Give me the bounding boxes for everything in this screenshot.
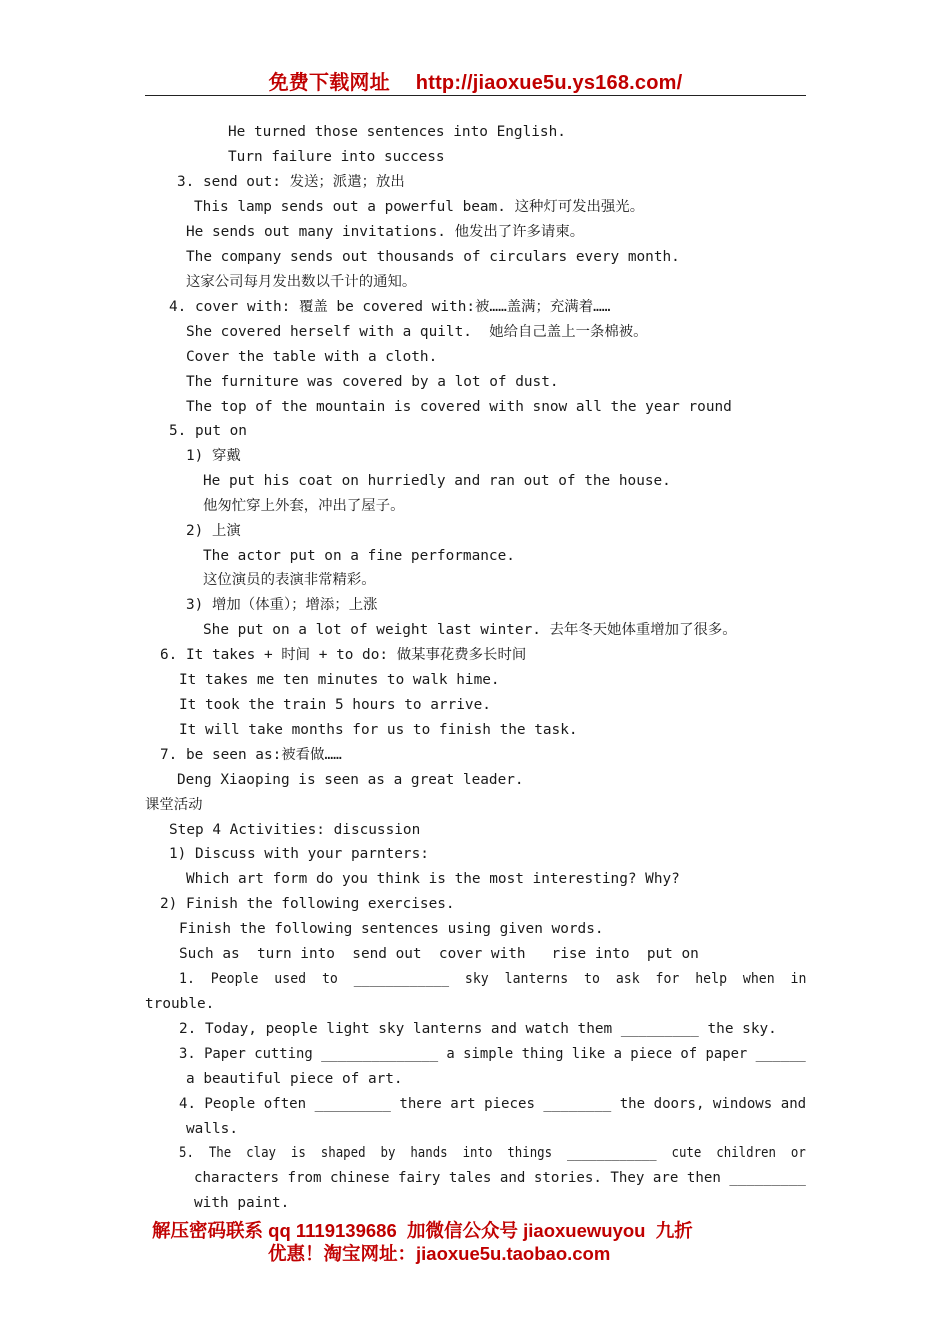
exercise-line: 3. Paper cutting ______________ a simple thing like a piece of paper ______ xyxy=(179,1046,806,1062)
text-line: He sends out many invitations. 他发出了许多请柬。 xyxy=(186,224,585,240)
text-line: Turn failure into success xyxy=(228,149,445,165)
text-line: 6. It takes + 时间 + to do: 做某事花费多长时间 xyxy=(160,647,527,663)
text-line: 2) Finish the following exercises. xyxy=(160,896,455,912)
header-rule xyxy=(145,95,806,96)
text-line: 2) 上演 xyxy=(186,523,241,539)
text-line: He put his coat on hurriedly and ran out of the house. xyxy=(203,473,671,489)
text-line: 3) 增加（体重）；增添；上涨 xyxy=(186,597,378,613)
text-line: Step 4 Activities: discussion xyxy=(169,822,421,838)
text-line: She covered herself with a quilt. 她给自己盖上一条棉被。 xyxy=(186,324,648,340)
exercise-line: 2. Today, people light sky lanterns and watch them _________ the sky. xyxy=(179,1021,777,1037)
text-line: Which art form do you think is the most interesting? Why? xyxy=(186,871,680,887)
text-line: 1) 穿戴 xyxy=(186,448,241,464)
exercise-line: 4. People often _________ there art pieces ________ the doors, windows and xyxy=(179,1096,807,1112)
section-heading: 课堂活动 xyxy=(145,797,203,813)
word-bank: Such as turn into send out cover with rise into put on xyxy=(179,946,699,962)
text-line: 4. cover with: 覆盖 be covered with:被……盖满；充满着…… xyxy=(169,299,611,315)
footer-line-2: 优惠！淘宝网址：jiaoxue5u.taobao.com xyxy=(268,1243,611,1264)
text-line: Deng Xiaoping is seen as a great leader. xyxy=(177,772,524,788)
text-line: She put on a lot of weight last winter. 去年冬天她体重增加了很多。 xyxy=(203,622,737,638)
header-title: 免费下载网址 xyxy=(268,72,390,94)
text-line: Finish the following sentences using given words. xyxy=(179,921,604,937)
page-header xyxy=(145,66,806,94)
exercise-line: 1. People used to ____________ sky lanterns to ask for help when in xyxy=(179,971,807,987)
exercise-line: 5. The clay is shaped by hands into things ____________ cute children or xyxy=(179,1145,806,1161)
text-line: 这家公司每月发出数以千计的通知。 xyxy=(186,274,417,290)
text-line: Cover the table with a cloth. xyxy=(186,349,438,365)
header-url[interactable]: http://jiaoxue5u.ys168.com/ xyxy=(415,72,683,94)
text-line: 这位演员的表演非常精彩。 xyxy=(203,572,376,588)
text-line: The furniture was covered by a lot of dust. xyxy=(186,374,559,390)
text-line: This lamp sends out a powerful beam. 这种灯可发出强光。 xyxy=(194,199,645,215)
exercise-line: with paint. xyxy=(194,1195,290,1211)
exercise-line: characters from chinese fairy tales and stories. They are then _________ xyxy=(194,1170,806,1186)
text-line: It takes me ten minutes to walk hime. xyxy=(179,672,500,688)
text-line: 他匆忙穿上外套，冲出了屋子。 xyxy=(203,498,405,514)
text-line: He turned those sentences into English. xyxy=(228,124,566,140)
text-line: 7. be seen as:被看做…… xyxy=(160,747,342,763)
text-line: 3. send out: 发送；派遣；放出 xyxy=(177,174,405,190)
text-line: The company sends out thousands of circulars every month. xyxy=(186,249,680,265)
text-line: It will take months for us to finish the task. xyxy=(179,722,578,738)
footer-line-1: 解压密码联系 qq 1119139686 加微信公众号 jiaoxuewuyou 九折 xyxy=(152,1220,693,1241)
text-line: It took the train 5 hours to arrive. xyxy=(179,697,491,713)
exercise-line: a beautiful piece of art. xyxy=(186,1071,403,1087)
text-line: 1) Discuss with your parnters: xyxy=(169,846,429,862)
exercise-line: trouble. xyxy=(145,996,215,1012)
text-line: The actor put on a fine performance. xyxy=(203,548,515,564)
exercise-line: walls. xyxy=(186,1121,238,1137)
text-line: 5. put on xyxy=(169,423,247,439)
text-line: The top of the mountain is covered with snow all the year round xyxy=(186,399,732,415)
